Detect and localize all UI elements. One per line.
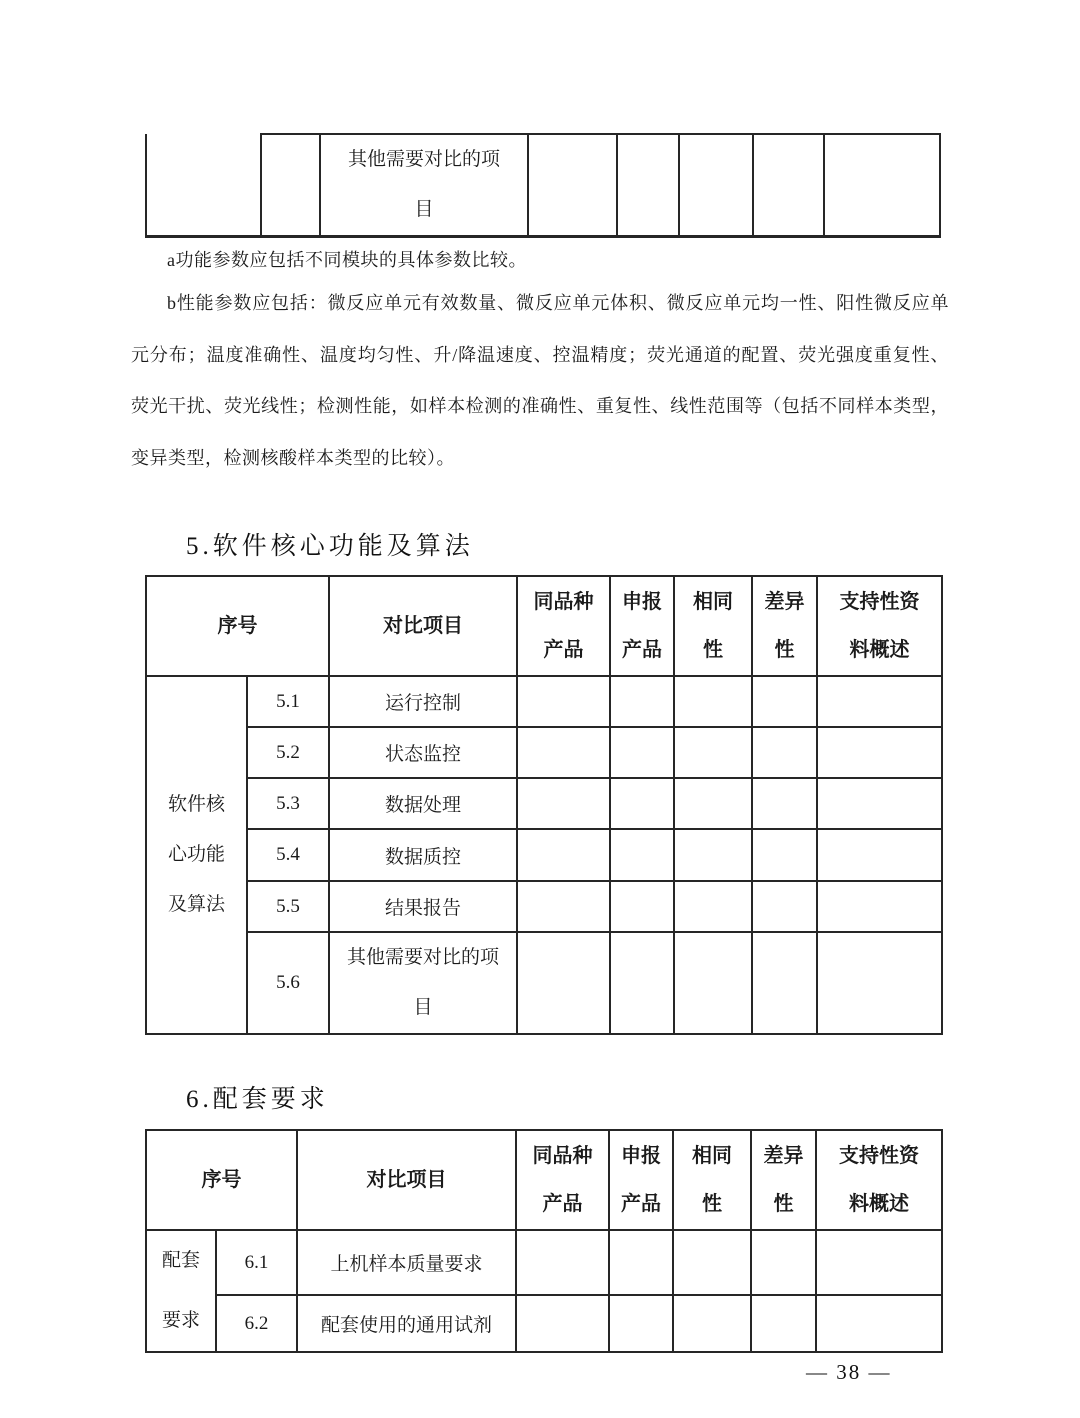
group-label-text: 配套要求 — [161, 1250, 200, 1331]
header-cell-support: 支持性资料概述 — [817, 576, 942, 676]
footnote-b: b性能参数应包括：微反应单元有效数量、微反应单元体积、微反应单元均一性、阳性微反应单元分布；温度准确性、温度均匀性、升/降温速度、控温精度；荧光通道的配置、荧光强度重复性、荧光干扰、荧光线性；检测性能，如样本检测的准确性、重复性、线性范围等（包括不同样本类型，变异类型，检测核酸样本类型的比较）。 — [131, 293, 949, 468]
empty-data-cell — [674, 778, 752, 829]
header-cell-predicate-product: 同品种产品 — [516, 1130, 609, 1230]
empty-data-cell — [517, 676, 610, 727]
empty-data-cell — [617, 134, 679, 237]
table-row — [146, 932, 942, 1034]
table-row — [146, 1230, 942, 1295]
table-row — [146, 676, 942, 727]
empty-data-cell — [674, 829, 752, 881]
group-label-cell-empty — [146, 134, 261, 237]
empty-data-cell — [824, 134, 940, 237]
empty-data-cell — [609, 1295, 673, 1352]
table-row — [146, 881, 942, 932]
table-header-row — [146, 1130, 942, 1230]
empty-data-cell — [817, 676, 942, 727]
row-item-cell — [329, 932, 517, 1034]
row-number-cell: 5.5 — [247, 881, 329, 932]
empty-data-cell — [673, 1230, 751, 1295]
table-row — [146, 134, 940, 237]
empty-data-cell — [517, 932, 610, 1034]
header-cell-difference: 差异性 — [751, 1130, 816, 1230]
empty-data-cell — [517, 829, 610, 881]
group-label-cell — [146, 676, 247, 1034]
empty-data-cell — [610, 727, 674, 778]
page-number: — 38 — — [806, 1360, 892, 1384]
empty-data-cell — [817, 932, 942, 1034]
empty-data-cell — [752, 778, 817, 829]
row-number-cell: 5.2 — [247, 727, 329, 778]
empty-data-cell — [674, 881, 752, 932]
empty-data-cell — [673, 1295, 751, 1352]
section5-comparison-table — [145, 575, 943, 1035]
row-item-cell: 上机样本质量要求 — [297, 1230, 516, 1295]
header-cell-seq: 序号 — [146, 1130, 297, 1230]
empty-data-cell — [751, 1295, 816, 1352]
row-item-cell — [320, 134, 528, 237]
empty-data-cell — [752, 676, 817, 727]
empty-data-cell — [816, 1230, 942, 1295]
empty-data-cell — [753, 134, 824, 237]
row-number-cell: 5.1 — [247, 676, 329, 727]
header-cell-difference: 差异性 — [752, 576, 817, 676]
row-item-text: 其他需要对比的项目 — [347, 149, 500, 220]
empty-data-cell — [679, 134, 753, 237]
table-row — [146, 1295, 942, 1352]
empty-data-cell — [516, 1295, 609, 1352]
empty-data-cell — [674, 727, 752, 778]
header-cell-seq: 序号 — [146, 576, 329, 676]
empty-data-cell — [751, 1230, 816, 1295]
empty-data-cell — [817, 727, 942, 778]
header-cell-predicate-product: 同品种产品 — [517, 576, 610, 676]
section6-comparison-table — [145, 1129, 943, 1353]
empty-data-cell — [517, 727, 610, 778]
header-cell-sameness: 相同性 — [674, 576, 752, 676]
row-item-cell: 配套使用的通用试剂 — [297, 1295, 516, 1352]
row-number-cell: 6.2 — [216, 1295, 297, 1352]
empty-data-cell — [752, 932, 817, 1034]
empty-data-cell — [528, 134, 617, 237]
table-row — [146, 727, 942, 778]
header-cell-sameness: 相同性 — [673, 1130, 751, 1230]
empty-data-cell — [610, 778, 674, 829]
empty-data-cell — [517, 778, 610, 829]
empty-data-cell — [817, 778, 942, 829]
row-item-cell: 数据质控 — [329, 829, 517, 881]
header-cell-applicant-product: 申报产品 — [610, 576, 674, 676]
group-label-cell — [146, 1230, 216, 1352]
empty-data-cell — [674, 676, 752, 727]
row-number-cell: 5.4 — [247, 829, 329, 881]
empty-data-cell — [752, 829, 817, 881]
row-item-cell: 结果报告 — [329, 881, 517, 932]
group-label-text: 软件核心功能及算法 — [167, 794, 225, 915]
row-number-cell: 5.3 — [247, 778, 329, 829]
empty-data-cell — [752, 881, 817, 932]
empty-data-cell — [609, 1230, 673, 1295]
empty-data-cell — [817, 829, 942, 881]
row-item-cell: 运行控制 — [329, 676, 517, 727]
header-cell-item: 对比项目 — [329, 576, 517, 676]
row-number-cell-empty — [261, 134, 320, 237]
section6-title: 6.配套要求 — [186, 1086, 329, 1113]
section5-title: 5.软件核心功能及算法 — [186, 533, 474, 560]
row-number-cell: 5.6 — [247, 932, 329, 1034]
empty-data-cell — [517, 881, 610, 932]
footnote-a: a功能参数应包括不同模块的具体参数比较。 — [167, 250, 527, 270]
table-header-row — [146, 576, 942, 676]
header-cell-applicant-product: 申报产品 — [609, 1130, 673, 1230]
table4-continuation — [145, 133, 941, 238]
empty-data-cell — [610, 829, 674, 881]
empty-data-cell — [516, 1230, 609, 1295]
empty-data-cell — [816, 1295, 942, 1352]
table-row — [146, 829, 942, 881]
row-item-cell: 数据处理 — [329, 778, 517, 829]
empty-data-cell — [752, 727, 817, 778]
row-item-cell: 状态监控 — [329, 727, 517, 778]
empty-data-cell — [610, 676, 674, 727]
empty-data-cell — [610, 932, 674, 1034]
header-cell-support: 支持性资料概述 — [816, 1130, 942, 1230]
empty-data-cell — [817, 881, 942, 932]
empty-data-cell — [674, 932, 752, 1034]
header-cell-item: 对比项目 — [297, 1130, 516, 1230]
empty-data-cell — [610, 881, 674, 932]
row-number-cell: 6.1 — [216, 1230, 297, 1295]
row-item-text: 其他需要对比的项目 — [346, 947, 499, 1018]
table-row — [146, 778, 942, 829]
